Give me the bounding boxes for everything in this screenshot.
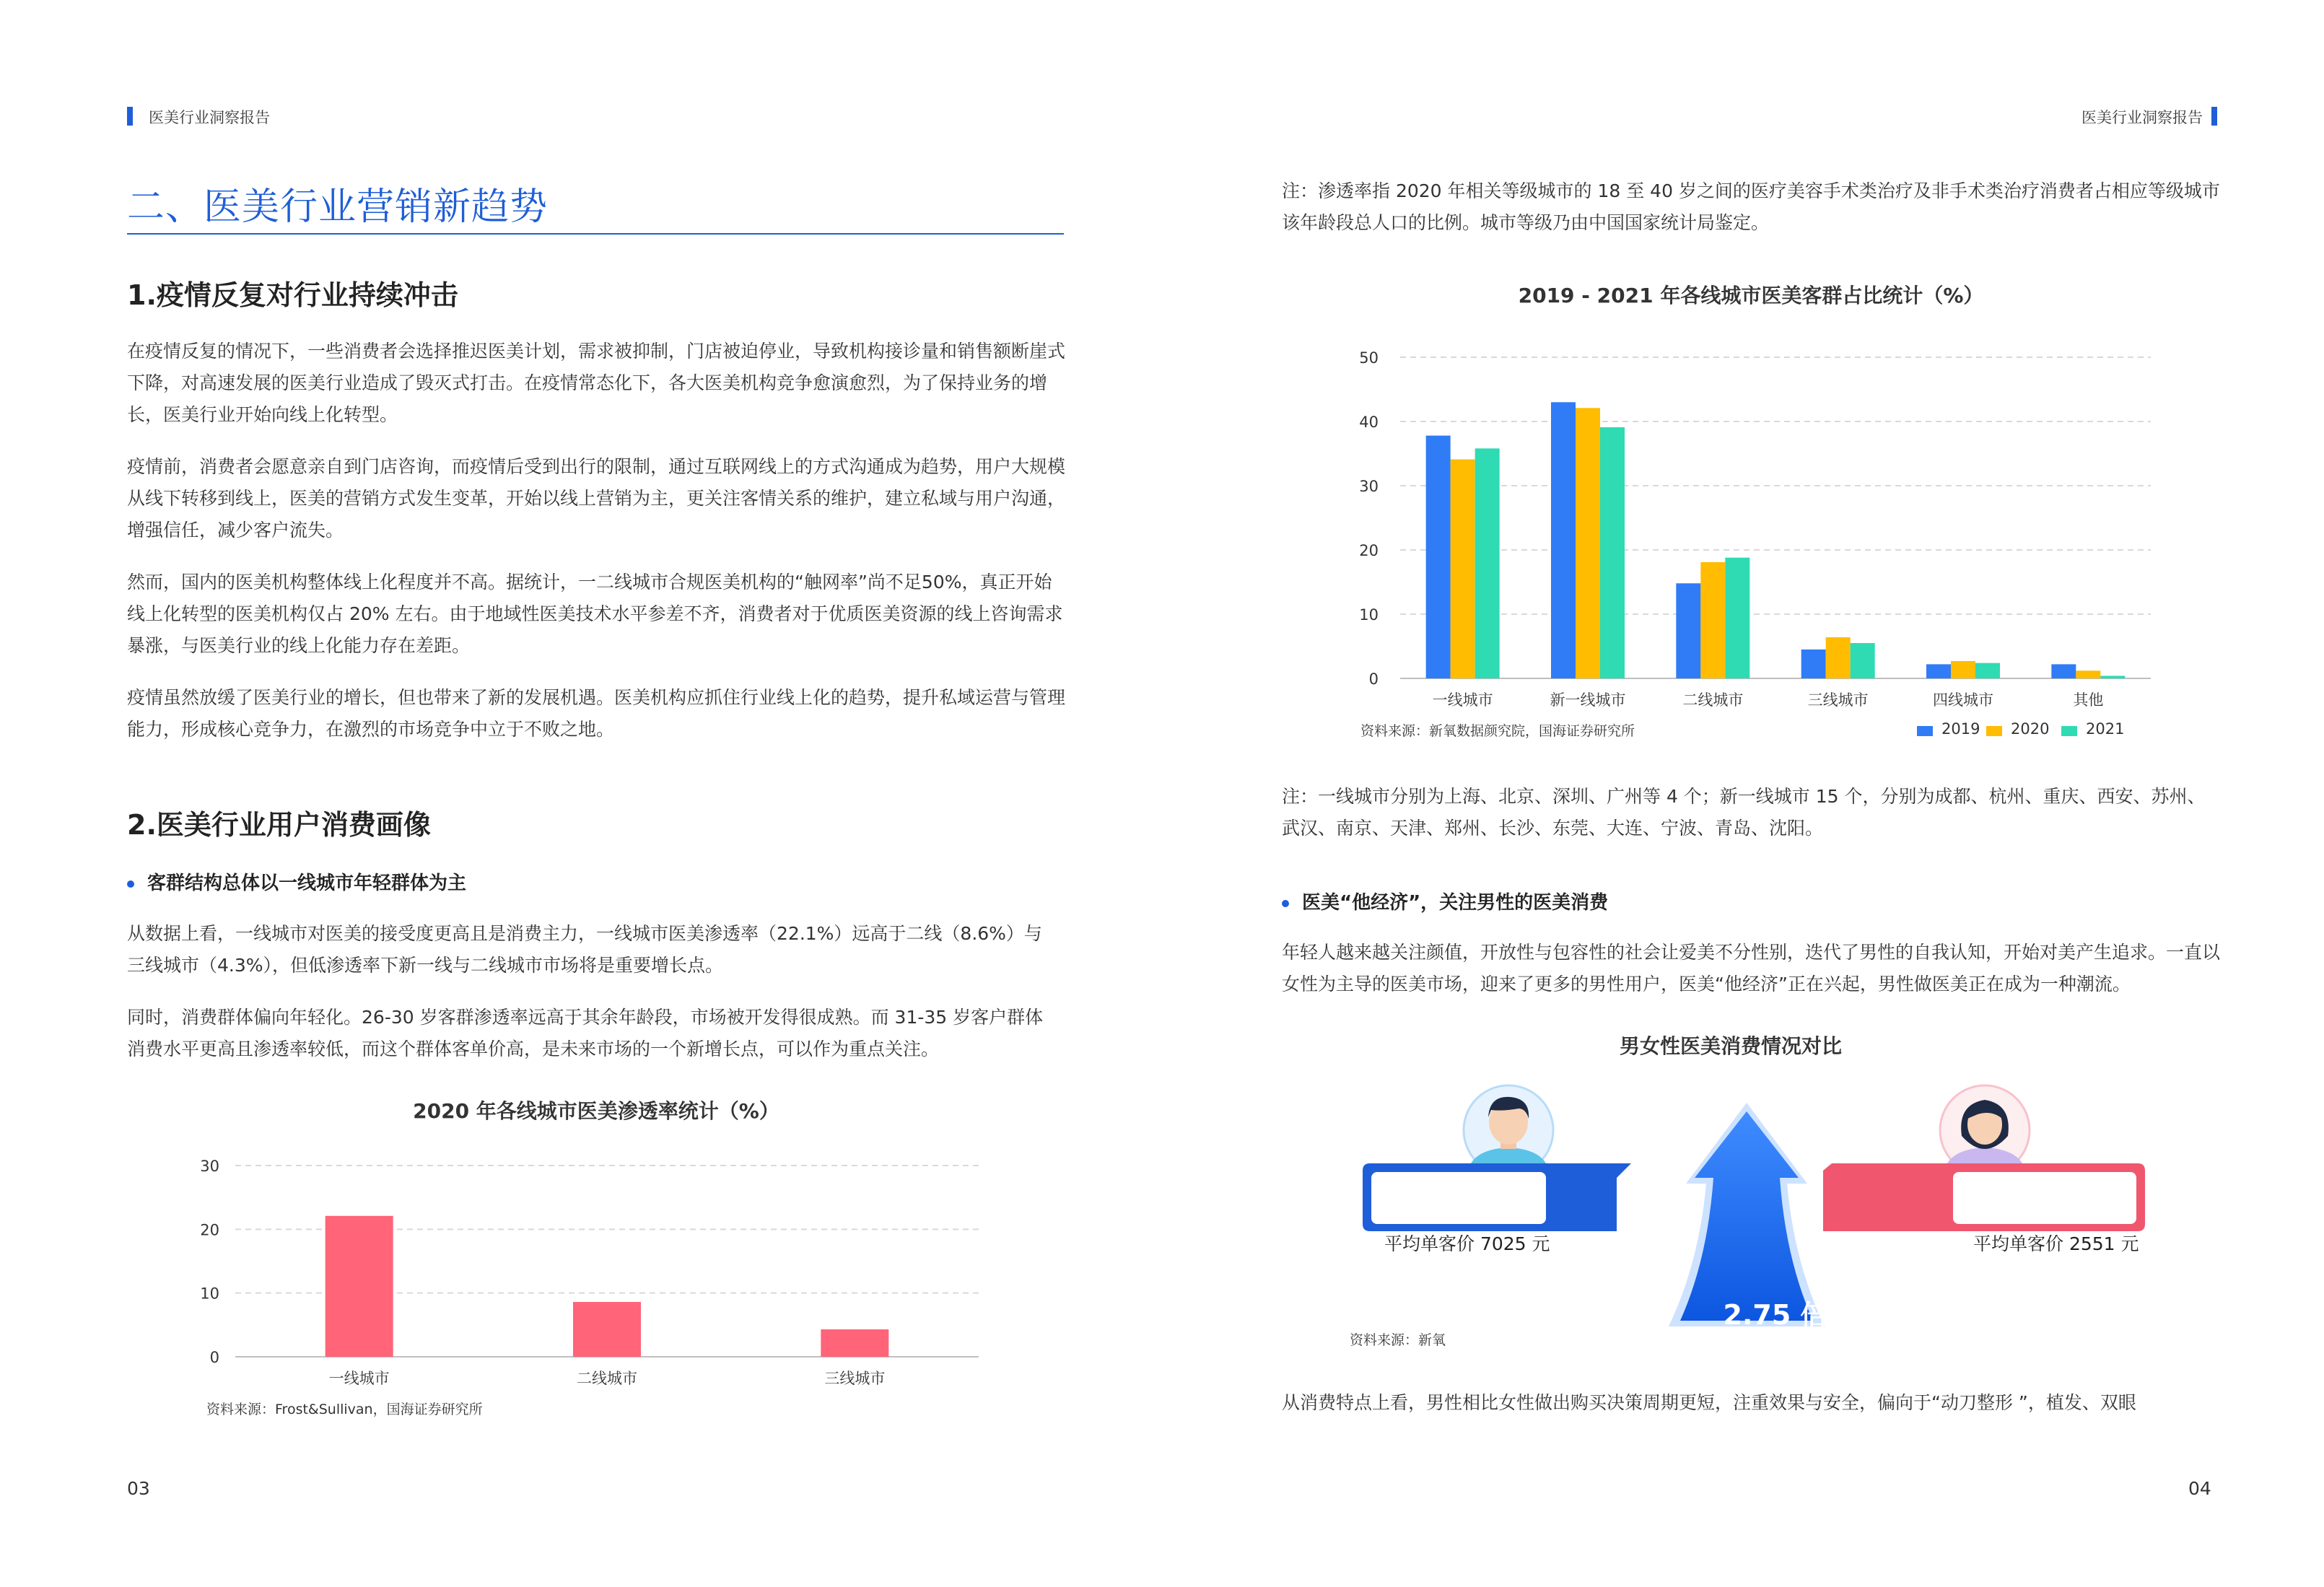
male-average-price: 平均单客价 7025 元 <box>1384 1233 1550 1254</box>
paragraph: 疫情前，消费者会愿意亲自到门店咨询，而疫情后受到出行的限制，通过互联网线上的方式沟通成为趋势，用户大规模从线下转移到线上，医美的营销方式发生变革，开始以线上营销为主，更关注客情关系的维护，建立私域与用户沟通，增强信任，减少客户流失。 <box>127 456 1066 541</box>
x-tick-label: 三线城市 <box>1807 691 1869 709</box>
subsection-2-title: 2.医美行业用户消费画像 <box>127 809 431 841</box>
bar-2019 <box>1426 436 1451 678</box>
y-tick-label: 0 <box>1368 670 1379 688</box>
header-right-title: 医美行业洞察报告 <box>2081 109 2203 126</box>
paragraph: 从数据上看，一线城市对医美的接受度更高且是消费主力，一线城市医美渗透率（22.1%）远高于二线（8.6%）与三线城市（4.3%），但低渗透率下新一线与二线城市市场将是重要增长点。 <box>127 923 1042 976</box>
bar-2021 <box>1475 448 1500 678</box>
x-tick-label: 新一线城市 <box>1550 691 1626 709</box>
bar-2021 <box>2100 676 2125 678</box>
y-tick-label: 40 <box>1359 414 1379 431</box>
paragraph: 同时，消费群体偏向年轻化。26-30 岁客群渗透率远高于其余年龄段，市场被开发得很成熟。而 31-35 岁客户群体消费水平更高且渗透率较低，而这个群体客单价高，是未来市场的一个新增长点，可以作为重点关注。 <box>127 1007 1044 1059</box>
bar-2021 <box>1975 663 2000 678</box>
paragraph-male-trend: 年轻人越来越关注颜值，开放性与包容性的社会让爱美不分性别，迭代了男性的自我认知，开始对美产生追求。一直以女性为主导的医美市场，迎来了更多的男性用户，医美“他经济”正在兴起，男性做医美正在成为一种潮流。 <box>1282 942 2221 994</box>
bar-2021 <box>1600 427 1625 678</box>
legend-swatch <box>2061 726 2077 736</box>
bar-2021 <box>1725 558 1749 678</box>
x-tick-label: 其他 <box>2073 691 2104 709</box>
male-avatar-icon <box>1464 1085 1553 1175</box>
bar <box>821 1329 888 1357</box>
bar-2019 <box>1926 664 1951 678</box>
chart2-source: 资料来源：新氧数据颜究院，国海证券研究所 <box>1360 723 1635 739</box>
bullet-dot-icon <box>127 880 134 888</box>
paragraph: 在疫情反复的情况下，一些消费者会选择推迟医美计划，需求被抑制，门店被迫停业，导致机构接诊量和销售额断崖式下降，对高速发展的医美行业造成了毁灭式打击。在疫情常态化下，各大医美机构竞争愈演愈烈，为了保持业务的增长，医美行业开始向线上化转型。 <box>127 341 1066 425</box>
bullet-text: 客群结构总体以一线城市年轻群体为主 <box>147 873 467 894</box>
subsection-1-title: 1.疫情反复对行业持续冲击 <box>127 279 458 311</box>
paragraph-consumption-traits: 从消费特点上看，男性相比女性做出购买决策周期更短，注重效果与安全，偏向于“动刀整形 ”，植发、双眼 <box>1282 1392 2136 1413</box>
section-title: 二、医美行业营销新趋势 <box>127 185 549 229</box>
header-accent-bar <box>127 107 133 126</box>
female-share-percent: 90.02% <box>1852 1230 1931 1251</box>
bar-2020 <box>1951 661 1975 678</box>
bullet-text: 医美“他经济”，关注男性的医美消费 <box>1302 892 1609 914</box>
x-tick-label: 二线城市 <box>1682 691 1744 709</box>
paragraph: 然而，国内的医美机构整体线上化程度并不高。据统计，一二线城市合规医美机构的“触网率”尚不足50%，真正开始线上化转型的医美机构仅占 20% 左右。由于地域性医美技术水平参差不齐，消费者对于优质医美资源的线上咨询需求暴涨，与医美行业的线上化能力存在差距。 <box>127 572 1063 656</box>
subsection-1-body <box>127 336 1065 766</box>
spending-multiple: 2.75 倍 <box>1723 1299 1828 1331</box>
legend-label: 2019 <box>1941 720 1980 738</box>
x-tick-label: 一线城市 <box>328 1370 390 1387</box>
page-number-right: 04 <box>2188 1478 2211 1499</box>
male-price-box <box>1363 1163 1631 1231</box>
bar-2020 <box>2076 670 2100 678</box>
subsection-2-bullet <box>127 868 466 895</box>
bar-2019 <box>2051 664 2076 678</box>
x-tick-label: 四线城市 <box>1933 691 1993 709</box>
x-tick-label: 二线城市 <box>577 1370 637 1387</box>
male-share-percent: 9.98% <box>1555 1230 1620 1251</box>
bar-2020 <box>1826 637 1851 678</box>
bar-2019 <box>1551 402 1576 678</box>
header-accent-bar <box>2211 107 2217 126</box>
legend-swatch <box>1986 726 2002 736</box>
note-city-tiers: 注：一线城市分别为上海、北京、深圳、广州等 4 个；新一线城市 15 个，分别为成都、杭州、重庆、西安、苏州、武汉、南京、天津、郑州、长沙、东莞、大连、宁波、青岛、沈阳。 <box>1282 786 2206 839</box>
bar-2020 <box>1576 408 1600 678</box>
y-tick-label: 50 <box>1359 349 1379 367</box>
x-tick-label: 一线城市 <box>1432 691 1493 709</box>
x-tick-label: 三线城市 <box>824 1370 886 1387</box>
chart1-plot <box>127 1140 1080 1400</box>
y-tick-label: 0 <box>209 1349 219 1366</box>
section-bullet-he-economy <box>1282 888 1608 914</box>
legend-label: 2020 <box>2011 720 2050 738</box>
chart2-title: 2019 - 2021 年各线城市医美客群占比统计（%） <box>1518 284 1984 307</box>
gender-source: 资料来源：新氧 <box>1350 1332 1446 1348</box>
bar <box>573 1302 641 1357</box>
chart1-source: 资料来源：Frost&Sullivan，国海证券研究所 <box>206 1402 483 1417</box>
bar-2019 <box>1676 583 1700 678</box>
gender-comparison-title: 男女性医美消费情况对比 <box>1619 1034 1842 1058</box>
subsection-2-body <box>127 918 1051 1085</box>
bar-2020 <box>1451 460 1475 678</box>
bar-2020 <box>1700 562 1725 678</box>
y-tick-label: 20 <box>1359 542 1379 559</box>
legend-swatch <box>1917 726 1933 736</box>
female-average-price: 平均单客价 2551 元 <box>1973 1233 2139 1254</box>
bar-2021 <box>1851 643 1875 678</box>
bar-2019 <box>1801 650 1826 678</box>
y-tick-label: 30 <box>1359 478 1379 495</box>
y-tick-label: 10 <box>1359 606 1379 624</box>
female-avatar-icon <box>1940 1085 2030 1175</box>
female-price-box <box>1823 1163 2145 1231</box>
note-penetration: 注：渗透率指 2020 年相关等级城市的 18 至 40 岁之间的医疗美容手术类治疗及非手术类治疗消费者占相应等级城市该年龄段总人口的比例。城市等级乃由中国国家统计局鉴定。 <box>1282 180 2220 233</box>
y-tick-label: 10 <box>200 1285 219 1303</box>
header-left-title: 医美行业洞察报告 <box>149 109 270 126</box>
page-number-left: 03 <box>127 1478 150 1499</box>
y-tick-label: 20 <box>200 1221 219 1239</box>
y-tick-label: 30 <box>200 1158 219 1175</box>
section-title-underline <box>127 233 1064 235</box>
chart2-plot <box>1328 339 2151 714</box>
paragraph: 疫情虽然放缓了医美行业的增长，但也带来了新的发展机遇。医美机构应抓住行业线上化的趋势，提升私域运营与管理能力，形成核心竞争力，在激烈的市场竞争中立于不败之地。 <box>127 687 1066 740</box>
chart1-title: 2020 年各线城市医美渗透率统计（%） <box>413 1099 779 1123</box>
legend-label: 2021 <box>2086 720 2125 738</box>
bar <box>326 1216 393 1357</box>
bullet-dot-icon <box>1282 900 1289 907</box>
